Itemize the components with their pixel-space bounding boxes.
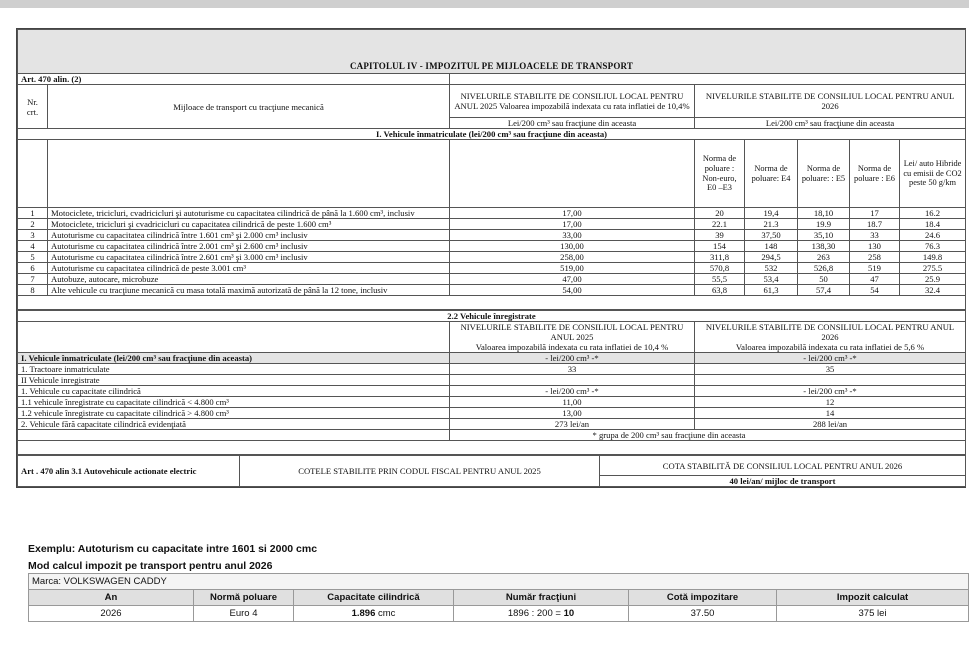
table-row: 8 Alte vehicule cu tracţiune mecanică cu masa totală maximă autorizată de până la 12 tone, inclusiv 54,00 63,8 61,3 57,4 54 32.4 [18,285,966,296]
main-tax-table [17,29,966,310]
nr-crt-header: Nr. crt. [18,85,48,129]
unit-2026: Lei/200 cm³ sau fracţiune din aceasta [695,118,966,129]
col-impozit: Impozit calculat [777,590,969,606]
example-subtitle: Mod calcul impozit pe transport pentru anul 2026 [28,560,273,572]
article-label: Art. 470 alin. (2) [18,74,450,85]
example-title: Exemplu: Autoturism cu capacitate intre 1601 si 2000 cmc [28,543,318,555]
registered-vehicles-table [17,310,966,455]
col-cota: Cotă impozitare [629,590,777,606]
level-2026-header-22: NIVELURILE STABILITE DE CONSILIUL LOCAL PENTRU ANUL 2026 Valoarea impozabilă indexata cu rata inflatiei de 5,6 % [695,322,966,353]
table-row: II Vehicule inregistrate [18,375,966,386]
table-row: 5 Autoturisme cu capacitatea cilindrică între 2.601 cm³ şi 3.000 cm³ inclusiv 258,00 311,8 294,5 263 258 149.8 [18,252,966,263]
table-row: I. Vehicule înmatriculate (lei/200 cm³ sau fracţiune din aceasta) - lei/200 cm³ -* - lei/200 cm³ -* [18,353,966,364]
table-row: 2 Motociclete, tricicluri şi cvadricicluri cu capacitatea cilindrică de peste 1.600 cm³ 17,00 22.1 21.3 19.9 18.7 18.4 [18,219,966,230]
col-capacitate: Capacitate cilindrică [294,590,454,606]
footnote: * grupa de 200 cm³ sau fracţiune din aceasta [450,430,966,441]
electric-vehicles-table [17,455,966,487]
calculation-table [28,573,968,622]
table-row: 3 Autoturisme cu capacitatea cilindrică între 1.601 cm³ şi 2.000 cm³ inclusiv 33,00 39 37,50 35,10 33 24.6 [18,230,966,241]
level-2025-header: NIVELURILE STABILITE DE CONSILIUL LOCAL PENTRU ANUL 2025 Valoarea impozabilă indexata cu rata inflatiei de 10,4% [450,85,695,118]
art-31-2026-value: 40 lei/an/ mijloc de transport [600,476,966,487]
level-2026-header: NIVELURILE STABILITE DE CONSILIUL LOCAL PENTRU ANUL 2026 [695,85,966,118]
norm-header-e6: Norma de poluare : E6 [850,140,900,208]
table-row: 2026 Euro 4 1.896 cmc 1896 : 200 = 10 37.50 375 lei [29,606,969,622]
art-31-2025-header: COTELE STABILITE PRIN CODUL FISCAL PENTRU ANUL 2025 [240,456,600,487]
unit-2025: Lei/200 cm³ sau fracţiune din aceasta [450,118,695,129]
table-row: 2. Vehicule fără capacitate cilindrică evidenţiată 273 lei/an 288 lei/an [18,419,966,430]
table-row: 1.2 vehicule înregistrate cu capacitate cilindrică > 4.800 cm³ 13,00 14 [18,408,966,419]
col-an: An [29,590,194,606]
table-row: 1 Motociclete, tricicluri, cvadricicluri şi autoturisme cu capacitatea cilindrică de până la 1.600 cm³, inclusiv 17,00 20 19,4 18,10 17 16.2 [18,208,966,219]
col-fractiuni: Număr fracţiuni [454,590,629,606]
tax-document [16,28,966,488]
table-row: 1. Vehicule cu capacitate cilindrică - lei/200 cm³ -* - lei/200 cm³ -* [18,386,966,397]
section-22-title: 2.2 Vehicule înregistrate [18,311,966,322]
art-31-label: Art . 470 alin 3.1 Autovehicule actionate electric [18,456,240,487]
example-section [28,541,317,575]
table-row: 4 Autoturisme cu capacitatea cilindrică între 2.001 cm³ şi 2.600 cm³ inclusiv 130,00 154 148 138,30 130 76.3 [18,241,966,252]
section-1-title: I. Vehicule înmatriculate (lei/200 cm³ sau fracţiune din aceasta) [18,129,966,140]
table-row: 7 Autobuze, autocare, microbuze 47,00 55,5 53,4 50 47 25.9 [18,274,966,285]
norm-header-e0-e3: Norma de poluare : Non-euro, E0 –E3 [695,140,745,208]
table-row: 6 Autoturisme cu capacitatea cilindrică de peste 3.001 cm³ 519,00 570,8 532 526,8 519 275.5 [18,263,966,274]
table-row: 1. Tractoare inmatriculate 33 35 [18,364,966,375]
top-bar [0,0,969,8]
vehicle-brand: Marca: VOLKSWAGEN CADDY [29,574,969,590]
norm-header-e4: Norma de poluare: E4 [745,140,798,208]
art-31-2026-header: COTA STABILITĂ DE CONSILIUL LOCAL PENTRU ANUL 2026 [600,456,966,476]
level-2025-header-22: NIVELURILE STABILITE DE CONSILIUL LOCAL PENTRU ANUL 2025 Valoarea impozabilă indexata cu rata inflatiei de 10,4 % [450,322,695,353]
col-norma: Normă poluare [194,590,294,606]
chapter-title: CAPITOLUL IV - IMPOZITUL PE MIJLOACELE DE TRANSPORT [18,30,966,74]
mijloace-header: Mijloace de transport cu tracţiune mecanică [48,85,450,129]
norm-header-e5: Norma de poluare: : E5 [798,140,850,208]
table-row: 1.1 vehicule înregistrate cu capacitate cilindrică < 4.800 cm³ 11,00 12 [18,397,966,408]
norm-header-hybrid: Lei/ auto Hibride cu emisii de CO2 peste 50 g/km [900,140,966,208]
